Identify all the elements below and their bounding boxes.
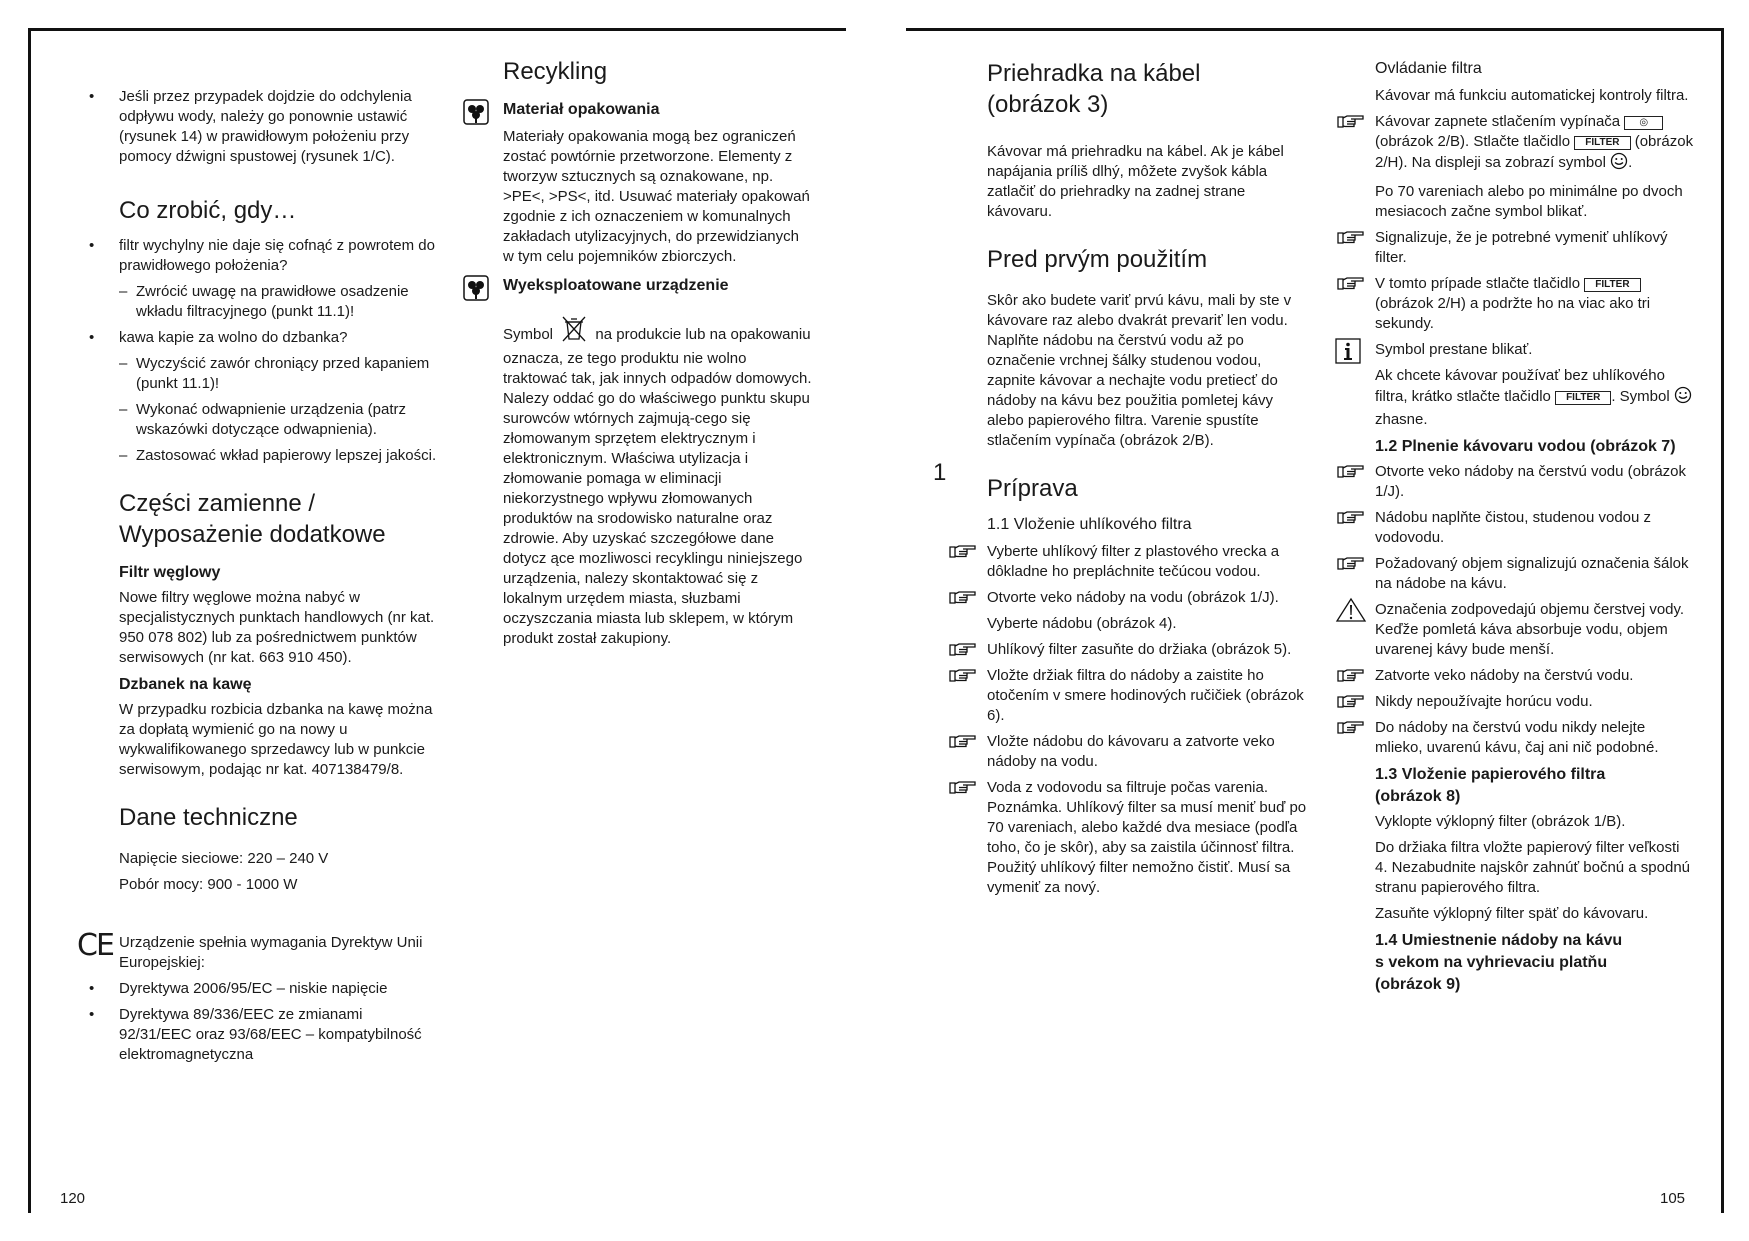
list-subitem: – Wyczyścić zawór chroniący przed kapaniem (punkt 11.1)! [119,355,430,392]
paragraph-filtr: Nowe filtry węglowe można nabyć w specjalistycznych punktach handlowych (nr kat. 950 078 802) lub za pośrednictwem punktów serwisowych (nr kat. 663 910 450). [119,589,435,666]
pointing-hand-icon [1337,693,1367,711]
bullet-text: filtr wychylny nie daje się cofnąć z powrotem do prawidłowego położenia? [119,237,435,274]
left-column-1 [77,87,439,1071]
heading-line: Priehradka na kábel [987,60,1201,87]
paragraph-text: Ak chcete kávovar používať bez uhlíkového filtra, krátko stlačte tlačidlo [1375,367,1665,405]
pointing-hand-icon [1337,719,1367,737]
paragraph-ak-chcete [1375,366,1695,430]
list-item: • Jeśli przez przypadek dojdzie do odchylenia odpływu wody, należy go ponownie ustawić (rysunek 14) w prawidłowym położeniu przy pomocy dźwigni spustowej (rysunek 1/C). [89,88,412,165]
section-number: 1 [933,459,947,486]
step-item [987,732,1307,772]
paragraph-pred-prvym: Skôr ako budete variť prvú kávu, mali by ste v kávovare raz alebo dvakrát prevariť len vodu. Naplňte nádobu na čerstvú vodu až po označenie vrchnej šálky studenou vodou, zapnite kávovar a nechajte vodu pretiecť do nádoby na kávu bez použitia pomletej kávy alebo papierového filtra. Varenie spustíte stlačením vypínača (obrázok 2/B). [987,292,1292,449]
pointing-hand-icon [1337,555,1367,573]
pointing-hand-icon [949,779,979,797]
step-text: Nádobu naplňte čistou, studenou vodou z vodovodu. [1375,509,1652,546]
paragraph-symbol [503,315,813,649]
heading-co-zrobic: Co zrobić, gdy… [119,197,297,224]
warning-text: Označenia zodpovedajú objemu čerstvej vody. Keďže pomletá káva absorbuje vodu, objem uvarenej kávy bude menší. [1375,601,1685,658]
step-item [987,778,1307,898]
heading-1-4 [1375,930,1695,996]
spec-power: Pobór mocy: 900 - 1000 W [119,876,298,893]
recycling-clover-icon [463,99,489,125]
step-text: Otvorte veko nádoby na vodu (obrázok 1/J). [987,589,1279,606]
step-item [1375,666,1695,686]
smiley-icon [1610,152,1628,176]
step-text: (obrázok 2/H). Na displeji sa zobrazí symbol [1375,133,1694,171]
pointing-hand-icon [1337,667,1367,685]
pointing-hand-icon [1337,113,1367,131]
step-text: Do nádoby na čerstvú vodu nikdy nelejte mlieko, uvarenú kávu, čaj ani nič podobné. [1375,719,1659,756]
heading-line: Wyposażenie dodatkowe [119,521,386,548]
heading-recykling: Recykling [503,58,608,85]
crossed-bin-icon [561,315,587,349]
paragraph-v3: Zasuňte výklopný filter späť do kávovaru. [1375,905,1649,922]
list-subitem: – Zastosować wkład papierowy lepszej jakości. [119,447,437,464]
step-text: Vložte držiak filtra do nádoby a zaistite ho otočením v smere hodinových ručičiek (obrázok 6). [987,667,1304,724]
heading-line: (obrázok 8) [1375,788,1461,805]
symbol-text: na produkcie lub na opakowaniu oznacza, ze tego produktu nie wolno traktować tak, jak innych odpadów domowych. Nalezy oddać go do właściwego punktu skupu surowców wtórnych zajmują-cego się złomowanym sprzętem elektrycznym i elektronicznym. Właściwa utylizacja i złomowanie pomaga w eliminacji niekorzystnego wpływu złomowanych produktów na srodowisko naturalne oraz zdrowie. Aby uzyskać szczegółowe dane dotycz ące mozliwosci recyklingu niniejszego urządzenia, nalezy skontaktować się z lokalnym urzędem miasta, słuzbami oczyszczania miasta lub sklepem, w którym produkt został zakupiony. [503,326,812,647]
step-text: Požadovaný objem signalizujú označenia šálok na nádobe na kávu. [1375,555,1689,592]
paragraph-text: . Symbol [1611,388,1670,405]
recycling-clover-icon [463,275,489,301]
step-item [1375,692,1695,712]
ce-mark-icon: CE [77,928,113,963]
heading-1-2: 1.2 Plnenie kávovaru vodou (obrázok 7) [1375,438,1676,455]
step-text: Vložte nádobu do kávovaru a zatvorte veko nádoby na vodu. [987,733,1275,770]
subitem-text: Zwrócić uwagę na prawidłowe osadzenie wkładu filtracyjnego (punkt 11.1)! [136,283,409,320]
step-text: Vyberte uhlíkový filter z plastového vrecka a dôkladne ho prepláchnite tečúcou vodou. [987,543,1280,580]
step-text: Signalizuje, že je potrebné vymeniť uhlíkový filter. [1375,229,1668,266]
heading-1-1: 1.1 Vloženie uhlíkového filtra [987,516,1192,533]
power-button-symbol: ◎ [1624,116,1663,130]
right-page-top-rule [906,28,1724,31]
heading-ovladanie: Ovládanie filtra [1375,60,1482,77]
heading-pred-prvym: Pred prvým použitím [987,246,1208,273]
bullet-text: Dyrektywa 2006/95/EC – niskie napięcie [119,980,388,997]
heading-wyeksploatowane: Wyeksploatowane urządzenie [503,277,729,294]
list-subitem: – Wykonać odwapnienie urządzenia (patrz wskazówki dotyczące odwapnienia). [119,401,407,438]
paragraph-dzbanek: W przypadku rozbicia dzbanka na kawę można za dopłatą wymienić go na nowy u wykwalifikowanego sprzedawcy lub w punkcie serwisowym, podając nr kat. 407138479/8. [119,701,433,778]
step-text: Uhlíkový filter zasuňte do držiaka (obrázok 5). [987,641,1292,658]
list-item: • Dyrektywa 2006/95/EC – niskie napięcie [89,980,388,997]
list-item: • kawa kapie za wolno do dzbanka? [89,329,348,346]
symbol-text: Symbol [503,326,554,343]
heading-1-3 [1375,764,1695,808]
step-text: V tomto prípade stlačte tlačidlo [1375,275,1581,292]
filter-button-symbol: FILTER [1574,136,1630,150]
page-number-right: 105 [1660,1190,1686,1207]
ce-text: Urządzenie spełnia wymagania Dyrektyw Unii Europejskiej: [119,934,423,971]
heading-czesci-zamienne [119,488,439,550]
right-column-3 [987,58,1307,904]
step-item [987,640,1307,660]
right-column-4 [1375,58,1695,1000]
step-item [987,666,1307,726]
step-item [987,542,1307,582]
bullet-text: Jeśli przez przypadek dojdzie do odchylenia odpływu wody, należy go ponownie ustawić (rysunek 14) w prawidłowym położeniu przy pomocy dźwigni spustowej (rysunek 1/C). [119,88,412,165]
info-text: Symbol prestane blikať. [1375,341,1533,358]
subitem-text: Wykonać odwapnienie urządzenia (patrz wskazówki dotyczące odwapnienia). [136,401,407,438]
paragraph-po70: Po 70 vareniach alebo po minimálne po dvoch mesiacoch začne symbol blikať. [1375,183,1683,220]
bullet-text: Dyrektywa 89/336/EEC ze zmianami 92/31/EEC oraz 93/68/EEC – kompatybilność elektromagnetyczna [119,1006,422,1063]
heading-material: Materiał opakowania [503,101,660,118]
step-item [1375,274,1695,334]
pointing-hand-icon [949,641,979,659]
heading-line: 1.4 Umiestnenie nádoby na kávu [1375,932,1623,949]
section-material [503,99,813,121]
step-text: Otvorte veko nádoby na čerstvú vodu (obrázok 1/J). [1375,463,1687,500]
pointing-hand-icon [1337,275,1367,293]
subitem-text: Wyczyścić zawór chroniący przed kapaniem (punkt 11.1)! [136,355,430,392]
warning-triangle-icon [1335,597,1367,623]
heading-line: s vekom na vyhrievaciu platňu [1375,954,1608,971]
pointing-hand-icon [949,733,979,751]
step-item [1375,462,1695,502]
filter-button-symbol: FILTER [1555,391,1611,405]
left-page-top-rule [28,28,846,31]
paragraph-v1: Vyklopte výklopný filter (obrázok 1/B). [1375,813,1626,830]
info-item [1375,340,1695,360]
step-item [1375,554,1695,594]
step-text: Voda z vodovodu sa filtruje počas varenia. Poznámka. Uhlíkový filter sa musí meniť buď po 70 vareniach, alebo každé dva mesiace (podľa toho, čo je skôr), aby sa zaistila účinnosť filtra. Použitý uhlíkový filter nemožno čistiť. Musí sa vymeniť za nový. [987,779,1307,896]
heading-line: 1.3 Vloženie papierového filtra [1375,766,1606,783]
info-icon [1335,338,1361,364]
list-item: • filtr wychylny nie daje się cofnąć z powrotem do prawidłowego położenia? [89,237,435,274]
ce-notice [77,928,439,973]
paragraph-v2: Do držiaka filtra vložte papierový filter veľkosti 4. Nezabudnite najskôr zahnúť bočnú a spodnú stranu papierového filtra. [1375,839,1691,896]
step-text: Nikdy nepoužívajte horúcu vodu. [1375,693,1593,710]
pointing-hand-icon [1337,509,1367,527]
heading-line: Części zamienne / [119,490,316,517]
step-item [1375,718,1695,758]
pointing-hand-icon [1337,463,1367,481]
heading-filtr-weglowy: Filtr węglowy [119,564,221,581]
filter-button-symbol: FILTER [1584,278,1640,292]
heading-line: (obrázok 3) [987,91,1109,118]
pointing-hand-icon [1337,229,1367,247]
paragraph-text: zhasne. [1375,411,1428,428]
step-text: Zatvorte veko nádoby na čerstvú vodu. [1375,667,1634,684]
paragraph-ovladanie: Kávovar má funkciu automatickej kontroly filtra. [1375,87,1689,104]
bullet-text: kawa kapie za wolno do dzbanka? [119,329,348,346]
step-text: (obrázok 2/B). Stlačte tlačidlo [1375,133,1571,150]
section-wyeksploatowane [503,275,813,297]
step-text: (obrázok 2/H) a podržte ho na viac ako tri sekundy. [1375,295,1651,332]
pointing-hand-icon [949,543,979,561]
step-text: Kávovar zapnete stlačením vypínača [1375,113,1621,130]
step-item [987,588,1307,608]
heading-dzbanek: Dzbanek na kawę [119,676,252,693]
left-page-side-rule [28,28,31,1213]
warning-item [1375,600,1695,660]
left-column-2 [503,56,813,655]
right-page-side-rule [1721,28,1724,1213]
list-item: • Dyrektywa 89/336/EEC ze zmianami 92/31/EEC oraz 93/68/EEC – kompatybilność elektromagnetyczna [89,1006,422,1063]
page-number-left: 120 [60,1190,86,1207]
step-text: Vyberte nádobu (obrázok 4). [987,615,1177,632]
smiley-icon [1674,386,1692,410]
step-item [1375,228,1695,268]
step-item: Kávovar zapnete stlačením vypínača ◎ (obrázok 2/B). Stlačte tlačidlo FILTER (obrázok 2/H). Na displeji sa zobrazí symbol . [1375,112,1695,176]
heading-priehradka [987,58,1307,120]
heading-priprava: Príprava [987,475,1078,502]
list-subitem: – Zwrócić uwagę na prawidłowe osadzenie wkładu filtracyjnego (punkt 11.1)! [119,283,409,320]
spec-voltage: Napięcie sieciowe: 220 – 240 V [119,850,329,867]
subitem-text: Zastosować wkład papierowy lepszej jakości. [136,447,437,464]
paragraph-priehradka: Kávovar má priehradku na kábel. Ak je kábel napájania príliš dlhý, môžete zvyšok kábla zatlačiť do priehradky na zadnej strane kávovaru. [987,143,1284,220]
pointing-hand-icon [949,667,979,685]
pointing-hand-icon [949,589,979,607]
heading-dane-techniczne: Dane techniczne [119,804,298,831]
heading-line: (obrázok 9) [1375,976,1461,993]
paragraph-material: Materiały opakowania mogą bez ograniczeń zostać powtórnie przetworzone. Elementy z tworzyw sztucznych są oznakowane, np. >PE<, >PS<, itd. Usuwać materiały opakowań zgodnie z ich oznaczeniem w komunalnych zakładach utylizacyjnych, do przewidzianych w tym celu pojemników zbiorczych. [503,128,810,265]
step-item [1375,508,1695,548]
